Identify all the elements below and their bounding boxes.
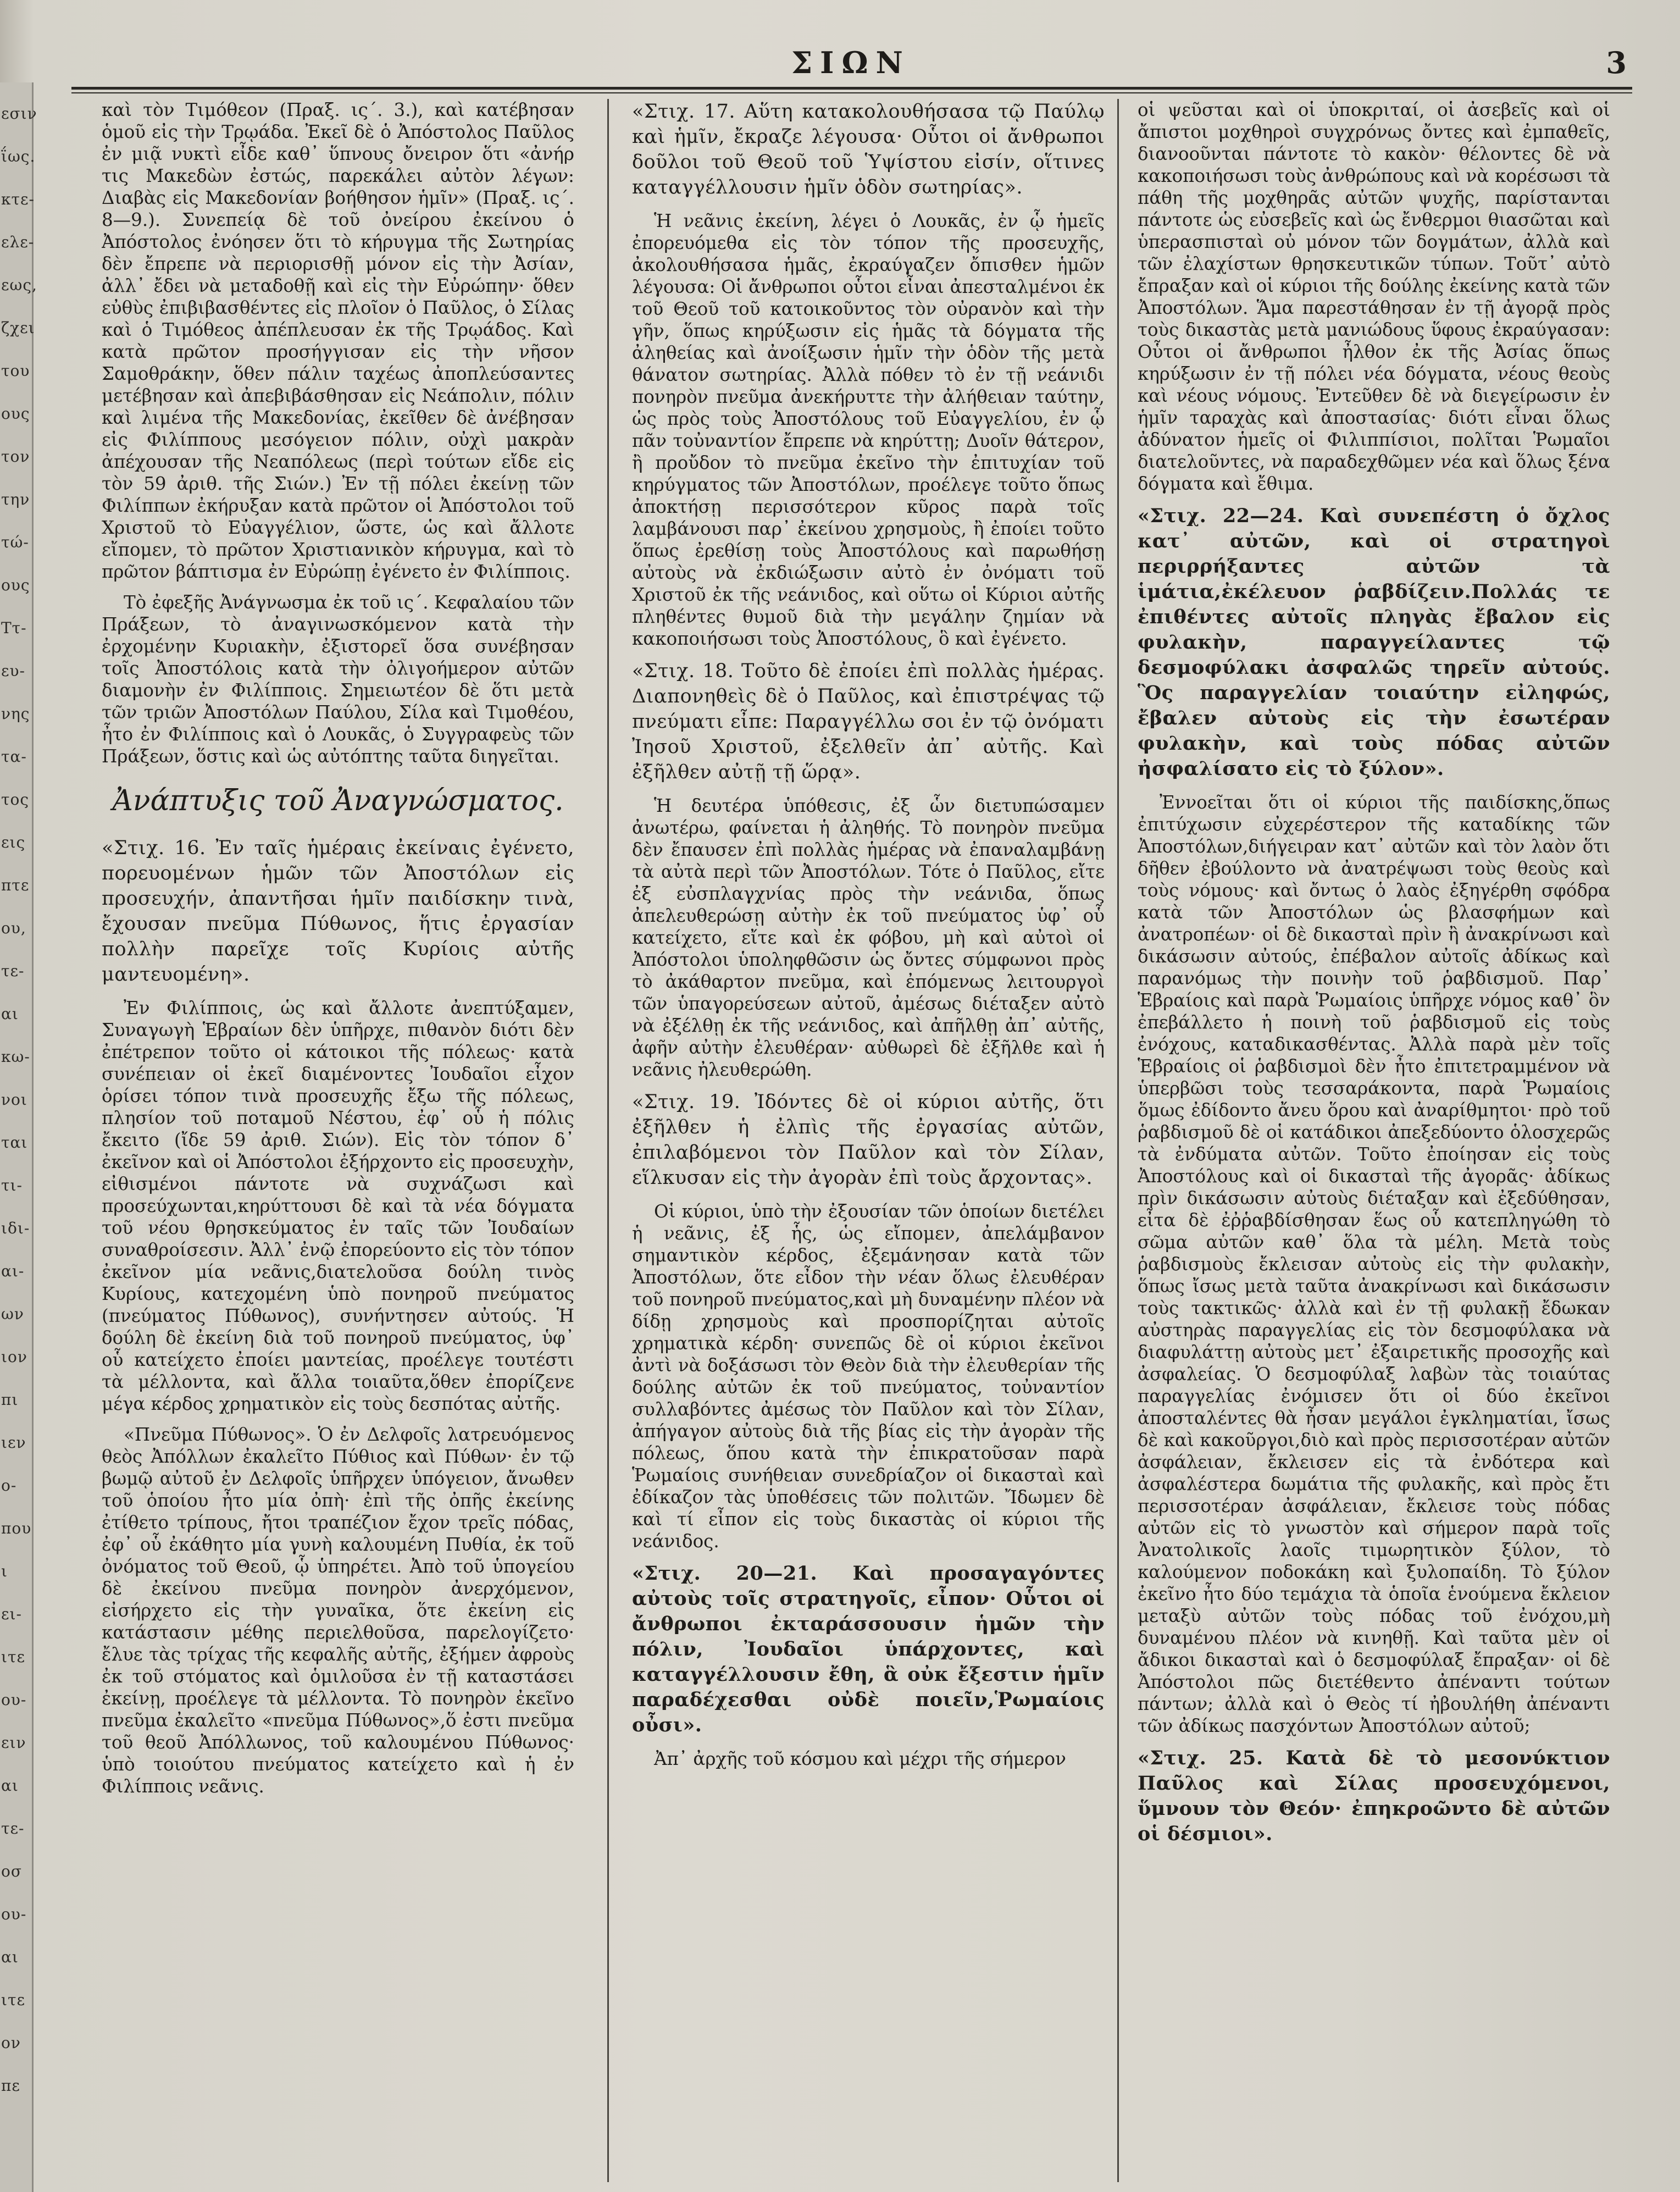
previous-page-fragment: του xyxy=(1,362,30,380)
previous-page-fragment: αι xyxy=(1,1776,19,1795)
previous-page-fragment: αι xyxy=(1,1948,19,1966)
scripture-verse: «Στιχ. 17. Αὕτη κατακολουθήσασα τῷ Παύλῳ καὶ ἡμῖν, ἔκραζε λέγουσα· Οὗτοι οἱ ἄνθρωποι δοῦλοι τοῦ Θεοῦ τοῦ Ὑψίστου εἰσίν, οἵτινες καταγγέλλουσιν ἡμῖν ὁδὸν σωτηρίας». xyxy=(632,101,1105,198)
page-number: 3 xyxy=(1606,45,1627,80)
previous-page-fragment: ται xyxy=(1,1133,28,1152)
column-1 xyxy=(102,99,574,2182)
column-divider xyxy=(1117,99,1119,2182)
previous-page-fragment: ιεν xyxy=(1,1433,26,1452)
previous-page-fragment: την xyxy=(1,490,30,508)
scripture-verse: «Στιχ. 25. Κατὰ δὲ τὸ μεσονύκτιον Παῦλος καὶ Σίλας προσευχόμενοι, ὕμνουν τὸν Θεόν· ἐπηκροῶντο δὲ αὐτῶν οἱ δέσμιοι». xyxy=(1138,1747,1610,1845)
previous-page-fragment: πε xyxy=(1,2077,20,2095)
previous-page-fragment: ου- xyxy=(1,1691,27,1709)
previous-page-edge xyxy=(0,82,37,2192)
previous-page-fragment: πτε xyxy=(1,876,30,894)
paragraph: Ἐννοεῖται ὅτι οἱ κύριοι τῆς παιδίσκης,ὅπως ἐπιτύχωσιν εὐχερέστερον τῆς καταδίκης τῶν Ἀποστόλων,διήγειραν κατ᾿ αὐτῶν καὶ τὸν λαὸν ὅτι δῆθεν ἐβούλοντο νὰ ἀνατρέψωσι τοὺς θεοὺς καὶ τοὺς νόμους· καὶ ὄντως ὁ λαὸς ἐξηγέρθη σφόδρα κατὰ τῶν Ἀποστόλων ὡς βλασφήμων καὶ ἀνατροπέων· οἱ δὲ δικασταὶ πρὶν ἢ ἀνακρίνωσι καὶ δικάσωσιν αὐτούς, ἐπέβαλον αὐτοῖς ἀδίκως καὶ παρανόμως τὴν ποινὴν τοῦ ῥαβδισμοῦ. Παρ᾿ Ἑβραίοις καὶ παρὰ Ῥωμαίοις ὑπῆρχε νόμος καθ᾿ ὃν ἐπεβάλλετο ἡ ποινὴ τοῦ ῥαβδισμοῦ εἰς τοὺς ἐνόχους, καταδικασθέντας. Ἀλλὰ παρὰ μὲν τοῖς Ἑβραίοις οἱ ῥαβδισμοὶ δὲν ἦτο ἐπιτετραμμένον νὰ ὑπερβῶσι τοὺς τεσσαράκοντα, παρὰ Ῥωμαίοις ὅμως ἐδίδοντο ἄνευ ὅρου καὶ ἀναρίθμητοι· πρὸ τοῦ ῥαβδισμοῦ δὲ οἱ κατάδικοι ἀπεξεδύοντο ὁλοσχερῶς τὰ ἐνδύματα αὐτῶν. Τοῦτο ἐποίησαν εἰς τοὺς Ἀποστόλους καὶ οἱ δικασταὶ τῆς ἀγορᾶς· ἀδίκως πρὶν δικάσωσιν αὐτοὺς διέταξαν καὶ ἐξεδύθησαν, εἶτα δὲ ἐῤῥαβδίσθησαν ἕως οὗ κατεπληγώθη τὸ σῶμα αὐτῶν καθ᾿ ὅλα τὰ μέλη. Μετὰ τοὺς ῥαβδισμοὺς ἔκλεισαν αὐτοὺς εἰς τὴν φυλακὴν, ὅπως ἴσως μετὰ ταῦτα ἀνακρίνωσι καὶ δικάσωσιν τοὺς τακτικῶς· ἀλλὰ καὶ ἐν τῇ φυλακῇ ἔδωκαν αὐστηρὰς παραγγελίας εἰς τὸν δεσμοφύλακα νὰ διαφυλάττῃ αὐτοὺς μετ᾿ ἐξαιρετικῆς προσοχῆς καὶ ἀσφαλείας. Ὁ δεσμοφύλαξ λαβὼν τὰς τοιαύτας παραγγελίας ἐνόμισεν ὅτι οἱ δύο ἐκεῖνοι ἀποσταλέντες θὰ ἦσαν μεγάλοι ἐγκληματίαι, ἴσως δὲ καὶ κακοῦργοι,διὸ καὶ πρὸς περισσοτέραν αὐτῶν ἀσφάλειαν, ἔκλεισεν εἰς τὰ ἐνδότερα καὶ ἀσφαλέστερα δωμάτια τῆς φυλακῆς, καὶ πρὸς ἔτι περισσοτέραν ἀσφάλειαν, ἔκλεισε τοὺς πόδας αὐτῶν εἰς τὸ γνωστὸν καὶ σήμερον παρὰ τοῖς Ἀνατολικοῖς λαοῖς τιμωρητικὸν ξύλον, τὸ καλούμενον ποδοκάκη καὶ ξυλοπαίδη. Τὸ ξύλον ἐκεῖνο ἦτο δύο τεμάχια τὰ ὁποῖα ἑνούμενα ἔκλειον μεταξὺ αὐτῶν τοὺς πόδας τοῦ ἐνόχου,μὴ δυναμένου πλέον νὰ κινηθῇ. Καὶ ταῦτα μὲν οἱ ἄδικοι δικασταὶ καὶ ὁ δεσμοφύλαξ ἔπραξαν· οἱ δὲ Ἀπόστολοι πῶς διετέθεντο ἀπέναντι τούτων πάντων; ἀλλὰ καὶ ὁ Θεὸς τί ἠβουλήθη ἀπέναντι τῶν ἀδίκως πασχόντων Ἀποστόλων αὐτοῦ; xyxy=(1138,792,1610,1736)
previous-page-fragment: τι- xyxy=(1,1176,23,1194)
previous-page-fragment: ον xyxy=(1,2034,21,2052)
previous-page-fragment: ου, xyxy=(1,919,26,937)
previous-page-fragment: νοι xyxy=(1,1091,27,1109)
previous-page-fragment: ευ- xyxy=(1,662,25,680)
paragraph: Οἱ κύριοι, ὑπὸ τὴν ἐξουσίαν τῶν ὁποίων διετέλει ἡ νεᾶνις, ἐξ ἧς, ὡς εἴπομεν, ἀπελάμβανον σημαντικὸν κέρδος, ἐξεμάνησαν κατὰ τῶν Ἀποστόλων, ὅτε εἶδον τὴν νέαν ὅλως ἐλευθέραν τοῦ πονηροῦ πνεύματος,καὶ μὴ δυναμένην πλέον νὰ δίδῃ χρησμοὺς καὶ προσπορίζηται αὐτοῖς χρηματικὰ κέρδη· συνεπῶς δὲ οἱ κύριοι ἐκεῖνοι ἀντὶ νὰ δοξάσωσι τὸν Θεὸν διὰ τὴν ἐλευθερίαν τῆς δούλης αὐτῶν ἐκ τοῦ πνεύματος, τοὐναντίον συλλαβόντες ἀμέσως τὸν Παῦλον καὶ τὸν Σίλαν, ἀπήγαγον αὐτοὺς διὰ τῆς βίας εἰς τὴν ἀγορὰν τῆς πόλεως, ὅπου κατὰ τὴν ἐπικρατοῦσαν παρὰ Ῥωμαίοις συνήθειαν συνεδρίαζον οἱ δικασταὶ καὶ ἐδίκαζον τὰς ὑποθέσεις τῶν πολιτῶν. Ἴδωμεν δὲ καὶ τί εἶπον εἰς τοὺς δικαστὰς οἱ κύριοι τῆς νεάνιδος. xyxy=(632,1201,1105,1552)
newspaper-title: ΣΙΩΝ xyxy=(791,45,911,80)
paragraph: Τὸ ἐφεξῆς Ἀνάγνωσμα ἐκ τοῦ ις΄. Κεφαλαίου τῶν Πράξεων, τὸ ἀναγινωσκόμενον κατὰ τὴν ἐρχομένην Κυριακὴν, ἐξιστορεῖ ὅσα συνέβησαν τοῖς Ἀποστόλοις κατὰ τὴν ὀλιγοήμερον αὐτῶν διαμονὴν ἐν Φιλίπποις. Σημειωτέον δὲ ὅτι μετὰ τῶν τριῶν Ἀποστόλων Παύλου, Σίλα καὶ Τιμοθέου, ἦτο ἐν Φιλίπποις καὶ ὁ Λουκᾶς, ὁ Συγγραφεὺς τῶν Πράξεων, ὅστις καὶ ὡς αὐτόπτης ταῦτα διηγεῖται. xyxy=(102,592,574,767)
column-2 xyxy=(632,99,1105,2182)
scripture-verse: «Στιχ. 16. Ἐν ταῖς ἡμέραις ἐκείναις ἐγένετο, πορευομένων ἡμῶν τῶν Ἀποστόλων εἰς προσευχήν, ἀπαντῆσαι ἡμῖν παιδίσκην τινὰ, ἔχουσαν πνεῦμα Πύθωνος, ἥτις ἐργασίαν πολλὴν παρεῖχε τοῖς Κυρίοις αὐτῆς μαντευομένη». xyxy=(102,837,574,986)
previous-page-fragment: ων xyxy=(1,1305,24,1323)
scripture-verse: «Στιχ. 18. Τοῦτο δὲ ἐποίει ἐπὶ πολλὰς ἡμέρας. Διαπονηθεὶς δὲ ὁ Παῦλος, καὶ ἐπιστρέψας τῷ πνεύματι εἶπε: Παραγγέλλω σοι ἐν τῷ ὀνόματι Ἰησοῦ Χριστοῦ, ἐξελθεῖν ἀπ᾿ αὐτῆς. Καὶ ἐξῆλθεν αὐτῇ τῇ ὥρᾳ». xyxy=(632,660,1105,783)
previous-page-fragment: ιτε xyxy=(1,1991,25,2009)
previous-page-fragment: Ττ- xyxy=(1,619,27,637)
previous-page-fragment: ους xyxy=(1,576,30,594)
previous-page-fragment: τε- xyxy=(1,1819,25,1837)
paragraph: Ἀπ᾿ ἀρχῆς τοῦ κόσμου καὶ μέχρι τῆς σήμερον xyxy=(654,1748,1066,1769)
column-3 xyxy=(1138,99,1610,2182)
previous-page-fragment: ιδι- xyxy=(1,1219,30,1237)
page-header xyxy=(66,38,1638,93)
previous-page-fragment: ελε- xyxy=(1,233,35,251)
previous-page-fragment: ιον xyxy=(1,1348,27,1366)
scripture-verse: «Στιχ. 22—24. Καὶ συνεπέστη ὁ ὄχλος κατ᾿ αὐτῶν, καὶ οἱ στρατηγοὶ περιρρήξαντες αὐτῶν τὰ ἱμάτια,ἐκέλευον ῥαβδίζειν.Πολλάς τε ἐπιθέντες αὐτοῖς πληγὰς ἔβαλον εἰς φυλακὴν, παραγγείλαντες τῷ δεσμοφύλακι ἀσφαλῶς τηρεῖν αὐτούς. Ὃς παραγγελίαν τοιαύτην εἰληφώς, ἔβαλεν αὐτοὺς εἰς τὴν ἐσωτέραν φυλακὴν, καὶ τοὺς πόδας αὐτῶν ἠσφαλίσατο εἰς τὸ ξύλον». xyxy=(1138,505,1610,780)
previous-page-fragment: ιτε xyxy=(1,1648,25,1666)
previous-page-fragment: αι- xyxy=(1,1262,25,1280)
scripture-verse: «Στιχ. 20—21. Καὶ προσαγαγόντες αὐτοὺς τοῖς στρατηγοῖς, εἶπον· Οὗτοι οἱ ἄνθρωποι ἐκταράσσουσιν ἡμῶν τὴν πόλιν, Ἰουδαῖοι ὑπάρχοντες, καὶ καταγγέλλουσιν ἔθη, ἃ οὐκ ἔξεστιν ἡμῖν παραδέχεσθαι οὐδὲ ποιεῖν,Ῥωμαίοις οὖσι». xyxy=(632,1562,1105,1736)
previous-page-fragment: τος xyxy=(1,790,30,809)
previous-page-fragment: εις xyxy=(1,833,26,851)
previous-page-fragment: αι xyxy=(1,1005,19,1023)
paragraph: καὶ τὸν Τιμόθεον (Πραξ. ις΄. 3.), καὶ κατέβησαν ὁμοῦ εἰς τὴν Τρῳάδα. Ἐκεῖ δὲ ὁ Ἀπόστολος Παῦλος ἐν μιᾷ νυκτὶ εἶδε καθ᾿ ὕπνους ὄνειρον ὅτι «ἀνήρ τις Μακεδὼν ἐστώς, παρεκάλει αὐτὸν λέγων: Διαβὰς εἰς Μακεδονίαν βοήθησον ἡμῖν» (Πραξ. ις΄. 8—9.). Συνεπείᾳ δὲ τοῦ ὀνείρου ἐκείνου ὁ Ἀπόστολος ἐνόησεν ὅτι τὸ κήρυγμα τῆς Σωτηρίας δὲν ἔπρεπε νὰ περιορισθῇ μόνον εἰς τὴν Ἀσίαν, ἀλλ᾿ ἔδει νὰ μεταδοθῇ καὶ εἰς τὴν Εὐρώπην· ὅθεν εὐθὺς ἐπιβιβασθέντες εἰς πλοῖον ὁ Παῦλος, ὁ Σίλας καὶ ὁ Τιμόθεος ἀπέπλευσαν ἐκ τῆς Τρῳάδος. Καὶ κατὰ πρῶτον προσήγγισαν εἰς τὴν νῆσον Σαμοθράκην, ὅθεν πάλιν ταχέως ἀποπλεύσαντες μετέβησαν καὶ ἀπεβιβάσθησαν εἰς Νεάπολιν, πόλιν καὶ λιμένα τῆς Μακεδονίας, ἐκεῖθεν δὲ ἀνέβησαν εἰς Φιλίππους μεσόγειον πόλιν, οὐχὶ μακρὰν ἀπέχουσαν τῆς Νεαπόλεως (περὶ τούτων εἴδε εἰς τὸν 59 ἀριθ. τῆς Σιών.) Ἐν τῇ πόλει ἐκείνῃ τῶν Φιλίππων ἐκήρυξαν κατὰ πρῶτον οἱ Ἀπόστολοι τοῦ Χριστοῦ τὸ Εὐαγγέλιον, ὥστε, ὡς καὶ ἄλλοτε εἴπομεν, τὸ πρῶτον Χριστιανικὸν κήρυγμα, καὶ τὸ πρῶτον βάπτισμα ἐν Εὐρώπῃ ἐγένετο ἐν Φιλίπποις. xyxy=(102,99,574,582)
scripture-verse: «Στιχ. 19. Ἰδόντες δὲ οἱ κύριοι αὐτῆς, ὅτι ἐξῆλθεν ἡ ἐλπὶς τῆς ἐργασίας αὐτῶν, ἐπιλαβόμενοι τὸν Παῦλον καὶ τὸν Σίλαν, εἵλκυσαν εἰς τὴν ἀγορὰν ἐπὶ τοὺς ἄρχοντας». xyxy=(632,1091,1105,1189)
previous-page-fragment: νης xyxy=(1,705,30,723)
previous-page-fragment: ει- xyxy=(1,1605,22,1623)
previous-page-fragment: ο- xyxy=(1,1476,17,1494)
previous-page-fragment: τε- xyxy=(1,962,25,980)
previous-page-fragment: πι xyxy=(1,1391,19,1409)
paragraph: Ἡ δευτέρα ὑπόθεσις, ἐξ ὧν διετυπώσαμεν ἀνωτέρω, φαίνεται ἡ ἀληθής. Τὸ πονηρὸν πνεῦμα δὲν ἔπαυσεν ἐπὶ πολλὰς ἡμέρας νὰ ἐπαναλαμβάνῃ τὰ αὐτὰ περὶ τῶν Ἀποστόλων. Τότε ὁ Παῦλος, εἴτε ἐξ εὐσπλαγχνίας πρὸς τὴν νεάνιδα, ὅπως ἀπελευθερώσῃ αὐτὴν ἐκ τοῦ πνεύματος ὑφ᾿ οὗ κατείχετο, εἴτε καὶ ἐκ φόβου, μὴ καὶ αὐτοὶ οἱ Ἀπόστολοι ὑποληφθῶσιν ὡς ὄντες σύμφωνοι πρὸς τὸ ἀκάθαρτον πνεῦμα, καὶ ἐπόμενως λειτουργοὶ τῶν ὑπαγορεύσεων αὐτοῦ, ἀμέσως διέταξεν αὐτὸ νὰ ἐξέλθῃ ἐκ τῆς νεάνιδος, καὶ ἀπῆλθῃ ἀπ᾿ αὐτῆς, ἀφῆν αὐτὴν ἐλευθέραν· αὐθωρεὶ δὲ ἐξῆλθε καὶ ἡ νεᾶνις ἠλευθερώθη. xyxy=(632,795,1105,1080)
previous-page-fragment: εσιν xyxy=(1,104,37,123)
previous-page-fragment: τώ- xyxy=(1,533,29,551)
previous-page-fragment: εως, xyxy=(1,276,37,294)
column-divider xyxy=(607,99,609,2182)
header-rule xyxy=(71,87,1632,90)
paragraph: Ἡ νεᾶνις ἐκείνη, λέγει ὁ Λουκᾶς, ἐν ᾧ ἡμεῖς ἐπορευόμεθα εἰς τὸν τόπον τῆς προσευχῆς, ἀκολουθήσασα ἡμᾶς, ἐκραύγαζεν ὄπισθεν ἡμῶν λέγουσα: Οἱ ἄνθρωποι οὗτοι εἶναι ἀπεσταλμένοι ἐκ τοῦ Θεοῦ τοῦ κατοικοῦντος τὸν οὐρανὸν καὶ τὴν γῆν, ὅπως κηρύξωσιν εἰς ἡμᾶς τὰ δόγματα τῆς ἀληθείας καὶ ἀνοίξωσιν ἡμῖν τὴν ὁδὸν τῆς μετὰ θάνατον σωτηρίας. Ἀλλὰ πόθεν τὸ ἐν τῇ νεάνιδι πονηρὸν πνεῦμα ἀνεκήρυττε τὴν ἀλήθειαν ταύτην, ὡς πρὸς τοὺς Ἀποστόλους τοῦ Εὐαγγελίου, ἐν ᾧ πᾶν τοὐναντίον ἔπρεπε νὰ κηρύττῃ; Δυοῖν θάτερον, ἢ προὔδον τὸ πνεῦμα ἐκεῖνο τὴν ἐπιτυχίαν τοῦ κηρύγματος τῶν Ἀποστόλων, προέλεγε τοῦτο ὅπως ἀποκτήσῃ περισσότερον κῦρος παρὰ τοῖς λαμβάνουσι παρ᾿ ἐκείνου χρησμοὺς, ἢ ἐποίει τοῦτο ὅπως ἐρεθίσῃ τοὺς Ἀποστόλους καὶ παρωθήσῃ αὐτοὺς νὰ ἐκδιώξωσιν αὐτὸ ἐν ὀνόματι τοῦ Χριστοῦ ἐκ τῆς νεάνιδος, καὶ οὕτω οἱ Κύριοι αὐτῆς πληθέντες θυμοῦ διὰ τὴν μεγάλην ζημίαν νὰ κακοποιήσωσι τοὺς Ἀποστόλους, ὃ καὶ ἐγένετο. xyxy=(632,211,1105,649)
previous-page-fragment: ειν xyxy=(1,1734,26,1752)
previous-page-fragment: ζχει xyxy=(1,319,35,337)
previous-page-fragment: κω- xyxy=(1,1048,30,1066)
previous-page-fragment: ι xyxy=(1,1562,8,1580)
previous-page-fragment: τον xyxy=(1,447,30,466)
previous-page-fragment: οσ xyxy=(1,1862,22,1880)
paragraph: οἱ ψεῦσται καὶ οἱ ὑποκριταί, οἱ ἀσεβεῖς καὶ οἱ ἄπιστοι μοχθηροὶ συγχρόνως ὄντες καὶ ἐμπαθεῖς, διανοοῦνται πάντοτε τὸ κακὸν· θέλοντες δὲ νὰ κακοποιήσωσι τοὺς ἀνθρώπους καὶ νὰ κορέσωσι τὰ πάθη τῆς μοχθηρᾶς αὐτῶν ψυχῆς, παρίστανται πάντοτε ὡς εὐσεβεῖς καὶ ὡς ἔνθερμοι θιασῶται καὶ ὑπερασπισταὶ οὐ μόνον τῶν δογμάτων, ἀλλὰ καὶ τῶν ἐλαχίστων θρησκευτικῶν τύπων. Τοῦτ᾿ αὐτὸ ἔπραξαν καὶ οἱ κύριοι τῆς δούλης ἐκείνης κατὰ τῶν Ἀποστόλων. Ἅμα παρεστάθησαν ἐν τῇ ἀγορᾷ πρὸς τοὺς δικαστὰς μετὰ μανιώδους ὕφους ἐκραύγασαν: Οὗτοι οἱ ἄνθρωποι ἦλθον ἐκ τῆς Ἀσίας ὅπως κηρύξωσιν ἐν τῇ πόλει νέα δόγματα, νέους θεοὺς καὶ νέους νόμους. Ἐντεῦθεν δὲ νὰ διεγείρωσιν ἐν ἡμῖν ταραχὰς καὶ ἀποστασίας· διότι εἶναι ὅλως ἀδύνατον ἡμεῖς οἱ Φιλιππίσιοι, πολῖται Ῥωμαῖοι διατελοῦντες, νὰ παραδεχθῶμεν νέα καὶ ὅλως ξένα δόγματα καὶ ἔθιμα. xyxy=(1138,99,1610,494)
paragraph: Ἐν Φιλίπποις, ὡς καὶ ἄλλοτε ἀνεπτύξαμεν, Συναγωγὴ Ἑβραίων δὲν ὑπῆρχε, πιθανὸν διότι δὲν ἐπέτρεπον τοῦτο οἱ κάτοικοι τῆς πόλεως· κατὰ συνέπειαν οἱ ἐκεῖ διαμένοντες Ἰουδαῖοι εἶχον ὁρίσει τόπον τινὰ προσευχῆς ἔξω τῆς πόλεως, πλησίον τοῦ ποταμοῦ Νέστου, ἐφ᾿ οὗ ἡ πόλις ἔκειτο (ἴδε 59 ἀριθ. Σιών). Εἰς τὸν τόπον δ᾿ ἐκεῖνον καὶ οἱ Ἀπόστολοι ἐξήρχοντο εἰς προσευχὴν, εἰθισμένοι πάντοτε νὰ συχνάζωσι καὶ προσεύχωνται,κηρύττουσι δὲ καὶ τὰ νέα δόγματα τοῦ νέου θρησκεύματος ἐν ταῖς τῶν Ἰουδαίων συναθροίσεσιν. Ἀλλ᾿ ἐνῷ ἐπορεύοντο εἰς τὸν τόπον ἐκεῖνον μία νεᾶνις,διατελοῦσα δούλη τινὸς Κυρίους, κατεχομένη ὑπὸ πονηροῦ πνεύματος (πνεύματος Πύθωνος), συνήντησεν αὐτούς. Ἡ δούλη δὲ ἐκείνη διὰ τοῦ πονηροῦ πνεύματος, ὑφ᾿ οὗ κατείχετο ἐποίει μαντείας, προέλεγε τουτέστι τὰ μέλλοντα, καὶ ἄλλα τοιαῦτα,ὅθεν ἐπορίζενε μέγα κέρδος χρηματικὸν εἰς τοὺς δεσπότας αὐτῆς. xyxy=(102,998,574,1414)
header-rule-thin xyxy=(71,92,1632,93)
previous-page-fragment: ΐως. xyxy=(1,147,36,165)
paragraph: «Πνεῦμα Πύθωνος». Ὁ ἐν Δελφοῖς λατρευόμενος θεὸς Ἀπόλλων ἐκαλεῖτο Πύθιος καὶ Πύθων· ἐν τῷ βωμῷ αὐτοῦ ἐν Δελφοῖς ὑπῆρχεν ὑπόγειον, ἄνωθεν τοῦ ὁποίου ἦτο μία ὀπὴ· ἐπὶ τῆς ὀπῆς ἐκείνης ἐτίθετο τρίπους, ἤτοι τραπέζιον ἔχον τρεῖς πόδας, ἐφ᾿ οὗ ἐκάθητο μία γυνὴ καλουμένη Πυθία, ἐκ τοῦ ὀνόματος τοῦ Θεοῦ, ᾧ ὑπηρέτει. Ἀπὸ τοῦ ὑπογείου δὲ ἐκείνου πνεῦμα πονηρὸν ἀνερχόμενον, εἰσήρχετο εἰς τὴν γυναῖκα, ὅτε ἐκείνη εἰς κατάστασιν μέθης περιελθοῦσα, παρελογίζετο· ἔλυε τὰς τρίχας τῆς κεφαλῆς αὐτῆς, ἐξήμεν ἀφροὺς ἐκ τοῦ στόματος καὶ ὁμιλοῦσα ἐν τῇ καταστάσει ἐκείνῃ, προέλεγε τὰ μέλλοντα. Τὸ πονηρὸν ἐκεῖνο πνεῦμα ἐκαλεῖτο «πνεῦμα Πύθωνος»,ὅ ἐστι πνεῦμα τοῦ θεοῦ Ἀπόλλωνος, τοῦ καλουμένου Πύθωνος· ὑπὸ τοιούτου πνεύματος κατείχετο καὶ ἡ ἐν Φιλίπποις νεᾶνις. xyxy=(102,1424,574,1797)
previous-page-fragment: που xyxy=(1,1519,32,1537)
section-heading: Ἀνάπτυξις τοῦ Ἀναγνώσματος. xyxy=(112,784,564,817)
previous-page-fragment: ους xyxy=(1,405,30,423)
previous-page-fragment: τα- xyxy=(1,748,27,766)
previous-page-fragment: κτε- xyxy=(1,190,35,208)
previous-page-fragment: ου- xyxy=(1,1905,27,1923)
